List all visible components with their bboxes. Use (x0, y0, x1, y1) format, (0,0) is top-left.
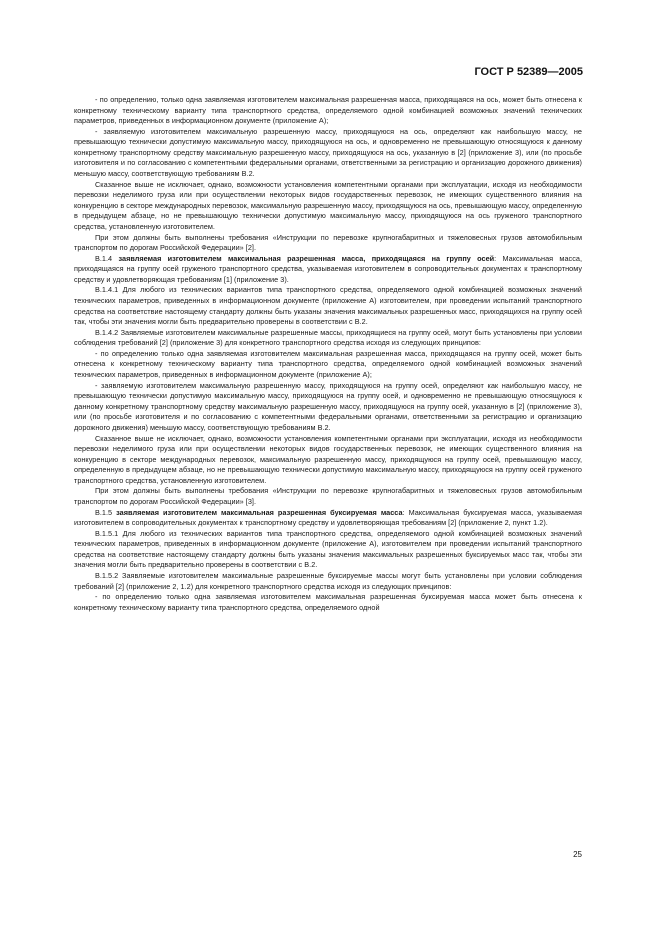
term-definition: заявляемая изготовителем максимальная разрешенная масса, приходящаяся на группу осей (118, 253, 495, 263)
paragraph: Сказанное выше не исключает, однако, возможности установления компетентными органами при эксплуатации, исходя из необходимости перевозки неделимого груза или при осуществлении некоторых видов государственных перевозок, не имеющих существенного влияния на конкуренцию в секторе международных перевозок, максимальную разрешенную массу, приходящуюся на ось, превышающую массу, определенную в предыдущем абзаце, но не превышающую технически допустимую максимальную массу, приходящуюся на ось груженого транспортного средства, установленную изготовителем. (74, 179, 582, 231)
paragraph: Сказанное выше не исключает, однако, возможности установления компетентными органами при эксплуатации, исходя из необходимости перевозки неделимого груза или при осуществлении некоторых видов государственных перевозок, не имеющих существенного влияния на конкуренцию в секторе международных перевозок, максимальную разрешенную массу, приходящуюся на группу осей, превышающую массу, определенную в предыдущем абзаце, но не превышающую технически допустимую максимальную массу, приходящуюся на группу осей груженого транспортного средства, установленную изготовителем. (74, 433, 582, 485)
document-body (74, 95, 582, 613)
paragraph-text: : Максимальная масса, приходящаяся на группу осей груженого транспортного средства, указываемая изготовителем в сопроводительных документах к транспортному средству и удовлетворяющая требованиям [1] (приложение 3). (74, 253, 582, 284)
paragraph: - по определению, только одна заявляемая изготовителем максимальная разрешенная масса, приходящаяся на ось, может быть отнесена к конкретному техническому варианту типа транспортного средства, определяемого одной комбинацией возможных значений технических параметров, приведенных в информационном документе (приложение А); (74, 95, 582, 126)
page-number: 25 (573, 850, 582, 859)
paragraph: В.1.4.2 Заявляемые изготовителем максимальные разрешенные массы, приходящиеся на группу осей, могут быть установлены при условии соблюдения требований [2] (приложение 3) для конкретного транспортного средства исходя из следующих принципов: (74, 327, 582, 348)
document-header: ГОСТ Р 52389—2005 (474, 66, 583, 78)
paragraph: При этом должны быть выполнены требования «Инструкции по перевозке крупногабаритных и тяжеловесных грузов автомобильным транспортом по дорогам Российской Федерации» [3]. (74, 486, 582, 506)
section-number: В.1.5 (95, 507, 117, 517)
paragraph: - по определению только одна заявляемая изготовителем максимальная разрешенная буксируемая масса может быть отнесена к конкретному техническому варианту типа транспортного средства, определяемого одной (74, 592, 582, 612)
paragraph: В.1.4.1 Для любого из технических вариантов типа транспортного средства, определяемого одной комбинацией возможных значений технических параметров, приведенных в информационном документе (приложение А) изготовителем, при проведении испытаний транспортного средства на соответствие настоящему стандарту должны быть указаны значения максимальных разрешенных масс, приходящихся на группу осей так, чтобы эти значения могли быть предварительно проверены в соответствии с В.2. (74, 285, 582, 327)
paragraph: В.1.5.1 Для любого из технических вариантов типа транспортного средства, определяемого одной комбинацией возможных значений технических параметров, приведенных в информационном документе (приложение А), изготовителем при проведении испытаний транспортного средства на соответствие настоящему стандарту должны быть указаны значения максимальных разрешенных буксируемых масс так, чтобы эти значения могли быть предварительно проверены в соответствии с В.2. (74, 528, 582, 570)
paragraph: При этом должны быть выполнены требования «Инструкции по перевозке крупногабаритных и тяжеловесных грузов автомобильным транспортом по дорогам Российской Федерации» [2]. (74, 232, 582, 253)
paragraph-text: : Максимальная буксируемая масса, указываемая изготовителем в сопроводительных документах к транспортному средству и удовлетворяющая требованиям [2] (приложение 2, пункт 1.2). (74, 507, 583, 528)
paragraph: - заявляемую изготовителем максимальную разрешенную массу, приходящуюся на ось, определяют как наибольшую массу, не превышающую технически допустимую максимальную массу, приходящуюся на ось, и одновременно не превышающую относящуюся к данному конкретному транспортному средству максимальную разрешенную массу, приходящуюся на ось, указанную в [2] (приложение 3), или (по просьбе изготовителя и по согласованию с компетентными федеральными органами, ответственными за регистрацию и организацию дорожного движения) меньшую массу, соответствующую требованиям В.2. (74, 126, 582, 179)
paragraph: В.1.5.2 Заявляемые изготовителем максимальные разрешенные буксируемые массы могут быть установлены при условии соблюдения требований [2] (приложение 2, 1.2) для конкретного транспортного средства исходя из следующих принципов: (74, 571, 582, 591)
section-paragraph (74, 508, 582, 529)
section-number: В.1.4 (95, 253, 119, 263)
paragraph: - по определению только одна заявляемая изготовителем максимальная разрешенная масса, приходящаяся на группу осей, может быть отнесена к конкретному техническому варианту типа транспортного средства, определяемого одной комбинацией возможных значений технических параметров, приведенных в информационном документе (приложение А); (74, 348, 582, 380)
paragraph: - заявляемую изготовителем максимальную разрешенную массу, приходящуюся на группу осей, определяют как наибольшую массу, не превышающую технически допустимую максимальную массу, приходящуюся на группу осей, и одновременно не превышающую относящуюся к данному конкретному транспортному средству максимальную разрешенную массу, приходящуюся на группу осей, указанную в [2] (приложение 3), или (по просьбе изготовителя и по согласованию с компетентными федеральными органами, ответственными за регистрацию и организацию дорожного движения) меньшую массу, соответствующую требованиям В.2. (74, 380, 582, 432)
term-definition: заявляемая изготовителем максимальная разрешенная буксируемая масса (116, 507, 403, 517)
section-paragraph (74, 254, 582, 286)
